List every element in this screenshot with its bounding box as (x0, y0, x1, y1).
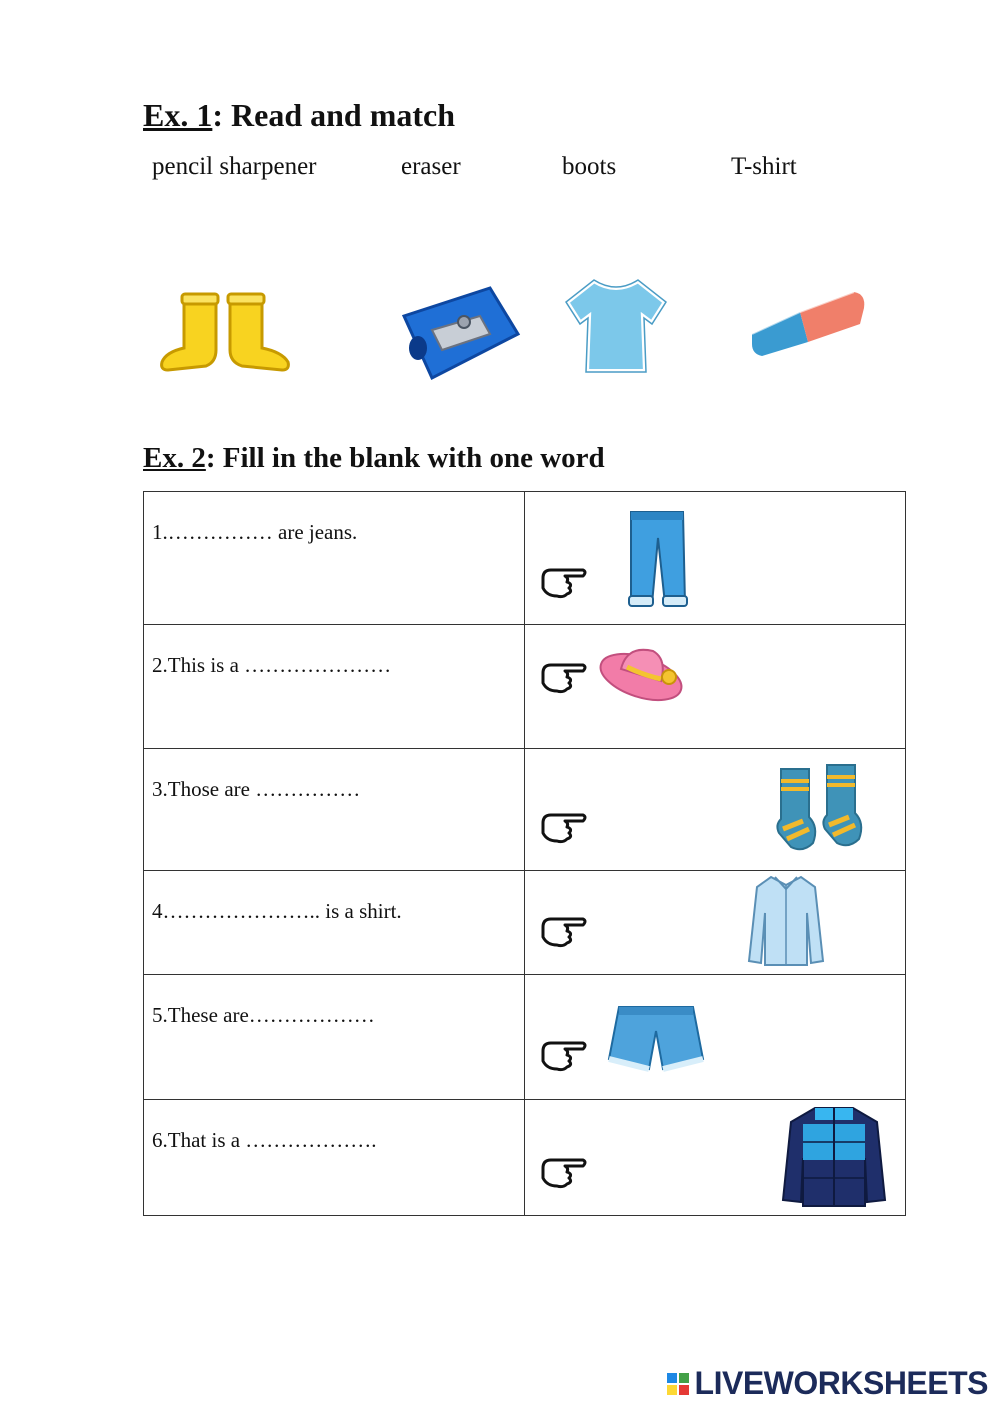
pointing-hand-icon (539, 913, 589, 949)
table-row (144, 625, 906, 749)
pointing-hand-icon (539, 564, 589, 600)
question-text: 4………………….. is a shirt. (152, 899, 402, 923)
shorts-icon (605, 1003, 707, 1075)
liveworksheets-logo (667, 1365, 988, 1402)
shirt-icon (745, 873, 827, 969)
question-cell[interactable] (144, 749, 525, 871)
question-text: 6.That is a ………………. (152, 1128, 377, 1152)
question-text: 2.This is a ………………… (152, 653, 392, 677)
picture-cell (524, 625, 905, 749)
question-cell[interactable] (144, 625, 525, 749)
word-eraser: eraser (401, 153, 461, 180)
pointing-hand-icon (539, 1154, 589, 1190)
eraser-icon (748, 290, 868, 358)
logo-square (679, 1385, 689, 1395)
exercise-1-heading (143, 97, 455, 133)
question-cell[interactable] (144, 871, 525, 975)
jacket-icon (779, 1104, 889, 1210)
word-t-shirt: T-shirt (731, 153, 797, 180)
picture-cell (524, 749, 905, 871)
picture-cell (524, 975, 905, 1100)
logo-square (679, 1373, 689, 1383)
pointing-hand-icon (539, 1037, 589, 1073)
question-text: 1.…………… are jeans. (152, 520, 358, 544)
exercise-2-title: : Fill in the blank with one word (205, 442, 605, 474)
question-cell[interactable] (144, 492, 525, 625)
socks-icon (773, 763, 889, 855)
t-shirt-icon (564, 276, 668, 376)
picture-cell (524, 871, 905, 975)
table-row (144, 871, 906, 975)
table-row (144, 749, 906, 871)
word-pencil-sharpener: pencil sharpener (152, 153, 317, 180)
picture-cell (524, 1100, 905, 1216)
pointing-hand-icon (539, 809, 589, 845)
exercise-1-title: : Read and match (212, 97, 456, 133)
jeans-icon (625, 508, 689, 612)
word-boots: boots (562, 153, 617, 180)
question-text: 3.Those are …………… (152, 777, 361, 801)
table-row (144, 975, 906, 1100)
exercise-2-heading (143, 440, 605, 476)
liveworksheets-logo-icon (667, 1373, 689, 1395)
hat-icon (597, 639, 691, 705)
pencil-sharpener-icon (398, 282, 522, 384)
picture-cell (524, 492, 905, 625)
fill-in-table (143, 491, 906, 1216)
question-text: 5.These are……………… (152, 1003, 375, 1027)
logo-square (667, 1385, 677, 1395)
logo-square (667, 1373, 677, 1383)
exercise-1-label: Ex. 1 (143, 97, 213, 133)
exercise-2-label: Ex. 2 (143, 442, 206, 474)
boots-icon (158, 292, 294, 378)
question-cell[interactable] (144, 1100, 525, 1216)
pointing-hand-icon (539, 659, 589, 695)
table-row (144, 492, 906, 625)
question-cell[interactable] (144, 975, 525, 1100)
table-row (144, 1100, 906, 1216)
brand-name: LIVEWORKSHEETS (694, 1365, 988, 1401)
